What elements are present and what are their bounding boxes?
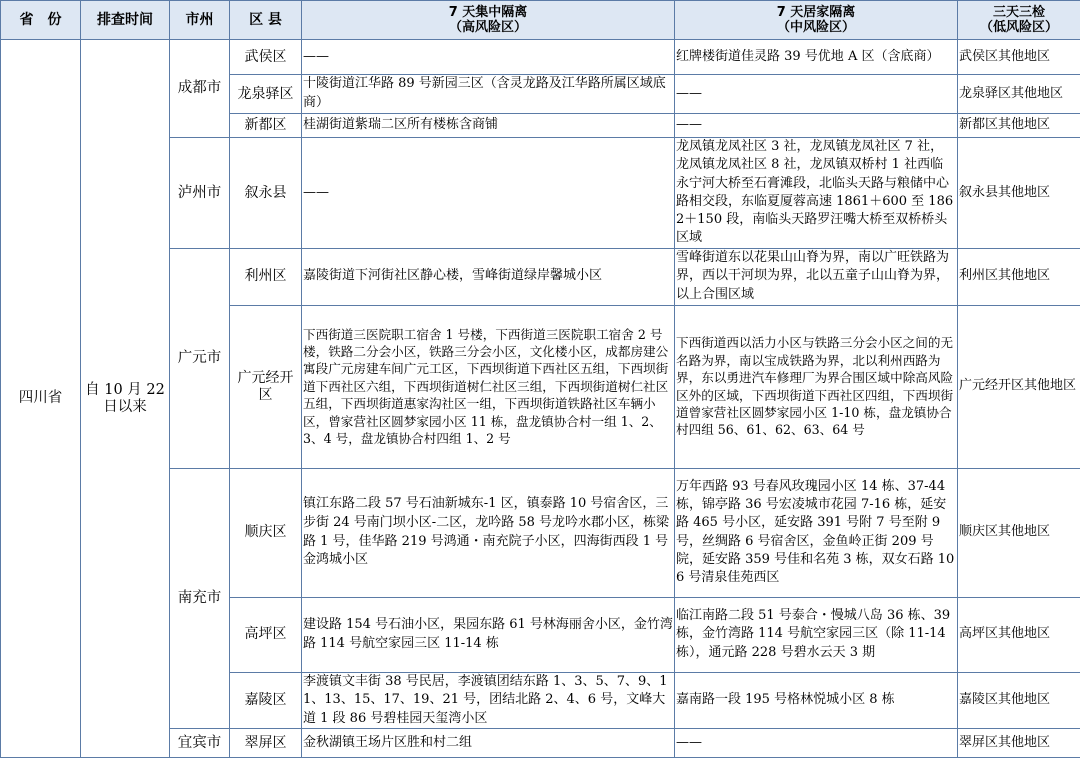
high-risk-cell: 镇江东路二段 57 号石油新城东-1 区，镇泰路 10 号宿舍区，三步街 24 号南门坝小区-二区，龙吟路 58 号龙吟水郡小区，栋梁路 1 号，佳华路 219 号鸿通・南充院子小区，四海街西段 1 号金鸿城小区 <box>302 468 675 597</box>
city-cell-guangyuan: 广元市 <box>170 248 230 468</box>
header-mid-risk <box>675 1 958 40</box>
header-mid-sub: （中风险区） <box>676 20 956 35</box>
mid-risk-cell: 下西街道西以活力小区与铁路三分会小区之间的无名路为界，南以宝成铁路为界，北以利州西路为界，东以勇进汽车修理厂为界合围区域中除高风险区外的区域，下西坝街道下西社区四组，下西坝街道曾家营社区圆梦家园小区 1-10 栋，盘龙镇协合村四组 56、61、62、63、64 号 <box>675 305 958 468</box>
header-time: 排查时间 <box>81 1 170 40</box>
period-cell: 自 10 月 22 日以来 <box>81 40 170 758</box>
low-risk-cell: 高坪区其他地区 <box>958 597 1080 672</box>
header-high-title: 7 天集中隔离 <box>303 5 673 20</box>
mid-risk-cell: 万年西路 93 号春风玫瑰园小区 14 栋、37-44 栋，锦亭路 36 号宏凌城市花园 7-16 栋，延安路 465 号小区，延安路 391 号附 7 号至附 9 号，丝绸路 6 号宿舍区，金鱼岭正街 209 号院，延安路 359 号佳和名苑 3 栋，双女石路 106 号清泉佳苑西区 <box>675 468 958 597</box>
district-cell: 顺庆区 <box>230 468 302 597</box>
mid-risk-cell: 临江南路二段 51 号泰合・慢城八岛 36 栋、39 栋，金竹湾路 114 号航空家园三区（除 11-14 栋），通元路 228 号碧水云天 3 期 <box>675 597 958 672</box>
high-risk-cell: 嘉陵街道下河街社区静心楼，雪峰街道绿岸馨城小区 <box>302 248 675 305</box>
high-risk-cell: 桂湖街道紫瑞二区所有楼栋含商铺 <box>302 114 675 138</box>
district-cell: 翠屏区 <box>230 729 302 758</box>
province-cell: 四川省 <box>1 40 81 758</box>
low-risk-cell: 翠屏区其他地区 <box>958 729 1080 758</box>
district-cell: 利州区 <box>230 248 302 305</box>
header-city: 市州 <box>170 1 230 40</box>
high-risk-cell: 金秋湖镇王场片区胜和村二组 <box>302 729 675 758</box>
low-risk-cell: 顺庆区其他地区 <box>958 468 1080 597</box>
city-cell-yibin: 宜宾市 <box>170 729 230 758</box>
district-cell: 新都区 <box>230 114 302 138</box>
header-high-risk <box>302 1 675 40</box>
low-risk-cell: 利州区其他地区 <box>958 248 1080 305</box>
city-cell-luzhou: 泸州市 <box>170 138 230 249</box>
header-low-sub: （低风险区） <box>959 20 1079 35</box>
mid-risk-cell: 嘉南路一段 195 号格林悦城小区 8 栋 <box>675 672 958 729</box>
mid-risk-cell: —— <box>675 729 958 758</box>
high-risk-cell: 李渡镇文丰街 38 号民居，李渡镇团结东路 1、3、5、7、9、11、13、15、17、19、21 号，团结北路 2、4、6 号，文峰大道 1 段 86 号碧桂园天玺湾小区 <box>302 672 675 729</box>
city-cell-nanchong: 南充市 <box>170 468 230 729</box>
district-cell: 高坪区 <box>230 597 302 672</box>
header-row <box>1 1 1080 40</box>
low-risk-cell: 新都区其他地区 <box>958 114 1080 138</box>
low-risk-cell: 叙永县其他地区 <box>958 138 1080 249</box>
high-risk-cell: —— <box>302 138 675 249</box>
table-row <box>1 40 1080 75</box>
header-low-title: 三天三检 <box>959 5 1079 20</box>
district-cell: 龙泉驿区 <box>230 75 302 114</box>
mid-risk-cell: 龙凤镇龙凤社区 3 社，龙凤镇龙凤社区 7 社，龙凤镇龙凤社区 8 社，龙凤镇双桥村 1 社西临永宁河大桥至石膏滩段，北临头天路与粮储中心路相交段，东临夏厦蓉高速 1861＋600 至 1862＋150 段，南临头天路罗汪嘴大桥至双桥桥头区域 <box>675 138 958 249</box>
mid-risk-cell: —— <box>675 75 958 114</box>
high-risk-cell: 十陵街道江华路 89 号新园三区（含灵龙路及江华路所属区域底商） <box>302 75 675 114</box>
low-risk-cell: 广元经开区其他地区 <box>958 305 1080 468</box>
low-risk-cell: 嘉陵区其他地区 <box>958 672 1080 729</box>
district-cell: 嘉陵区 <box>230 672 302 729</box>
high-risk-cell: 下西街道三医院职工宿舍 1 号楼，下西街道三医院职工宿舍 2 号楼，铁路二分会小区，铁路三分会小区，文化楼小区，成都房建公寓段广元房建车间广元工区，下西坝街道下西社区五组，下西坝街道下西社区六组，下西坝街道树仁社区三组，下西坝街道树仁社区五组，下西坝街道惠家沟社区一组，下西坝街道铁路社区车辆小区，曾家营社区圆梦家园小区 11 栋，盘龙镇协合村一组 1、2、3、4 号，盘龙镇协合村四组 1、2 号 <box>302 305 675 468</box>
district-cell: 叙永县 <box>230 138 302 249</box>
mid-risk-cell: —— <box>675 114 958 138</box>
header-mid-title: 7 天居家隔离 <box>676 5 956 20</box>
mid-risk-cell: 雪峰街道东以花果山山脊为界，南以广旺铁路为界，西以干河坝为界，北以五童子山山脊为界，以上合围区域 <box>675 248 958 305</box>
low-risk-cell: 龙泉驿区其他地区 <box>958 75 1080 114</box>
high-risk-cell: 建设路 154 号石油小区，果园东路 61 号林海丽舍小区，金竹湾路 114 号航空家园三区 11-14 栋 <box>302 597 675 672</box>
mid-risk-cell: 红牌楼街道佳灵路 39 号优地 A 区（含底商） <box>675 40 958 75</box>
header-province: 省 份 <box>1 1 81 40</box>
header-low-risk <box>958 1 1080 40</box>
district-cell: 广元经开区 <box>230 305 302 468</box>
high-risk-cell: —— <box>302 40 675 75</box>
city-cell-chengdu: 成都市 <box>170 40 230 138</box>
header-high-sub: （高风险区） <box>303 20 673 35</box>
header-district: 区 县 <box>230 1 302 40</box>
low-risk-cell: 武侯区其他地区 <box>958 40 1080 75</box>
district-cell: 武侯区 <box>230 40 302 75</box>
